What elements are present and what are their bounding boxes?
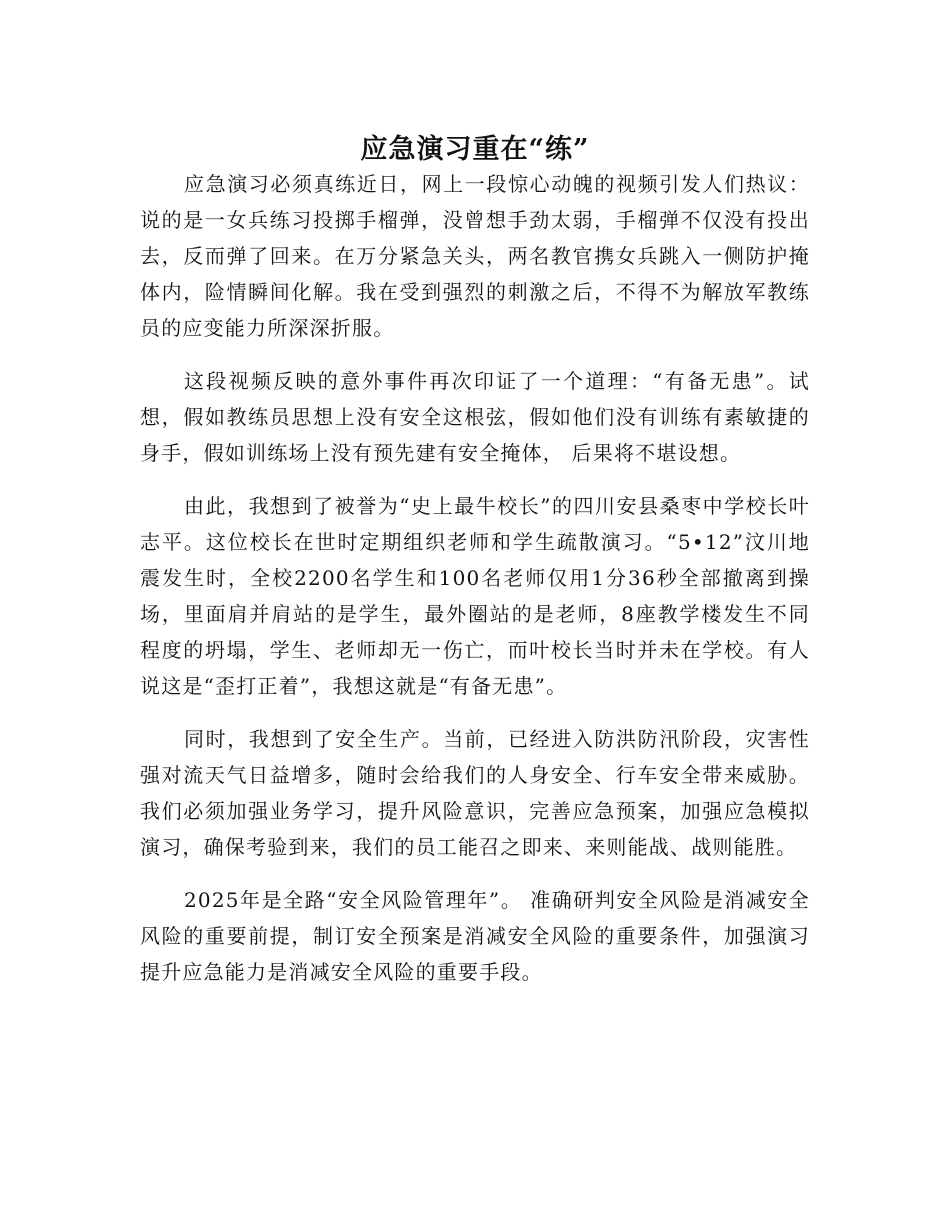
paragraph-4: 同时，我想到了安全生产。当前，已经进入防洪防汛阶段，灾害性强对流天气日益增多，随时会给我们的人身安全、行车安全带来威胁。我们必须加强业务学习，提升风险意识，完善应急预案，加强应急模拟演习，确保考验到来，我们的员工能召之即来、来则能战、战则能胜。 — [140, 727, 810, 859]
paragraph-3: 由此，我想到了被誉为“史上最牛校长”的四川安县桑枣中学校长叶志平。这位校长在世时定期组织老师和学生疏散演习。“5•12”汶川地震发生时，全校2200名学生和100名老师仅用1分36秒全部撤离到操场，里面肩并肩站的是学生，最外圈站的是老师，8座教学楼发生不同程度的坍塌，学生、老师却无一伤亡，而叶校长当时并未在学校。有人说这是“歪打正着”，我想这就是“有备无患”。 — [140, 494, 810, 698]
paragraph-2: 这段视频反映的意外事件再次印证了一个道理：“有备无患”。试想，假如教练员思想上没有安全这根弦，假如他们没有训练有素敏捷的身手，假如训练场上没有预先建有安全掩体， 后果将不堪设想。 — [140, 369, 810, 465]
paragraph-5: 2025年是全路“安全风险管理年”。 准确研判安全风险是消减安全风险的重要前提，制订安全预案是消减安全风险的重要条件，加强演习提升应急能力是消减安全风险的重要手段。 — [140, 888, 810, 984]
paragraph-1: 应急演习必须真练近日，网上一段惊心动魄的视频引发人们热议：说的是一女兵练习投掷手榴弹，没曾想手劲太弱，手榴弹不仅没有投出去，反而弹了回来。在万分紧急关头，两名教官携女兵跳入一侧防护掩体内，险情瞬间化解。我在受到强烈的刺激之后，不得不为解放军教练员的应变能力所深深折服。 — [140, 172, 810, 340]
document-title: 应急演习重在“练” — [360, 134, 590, 166]
document-body — [140, 166, 810, 1007]
